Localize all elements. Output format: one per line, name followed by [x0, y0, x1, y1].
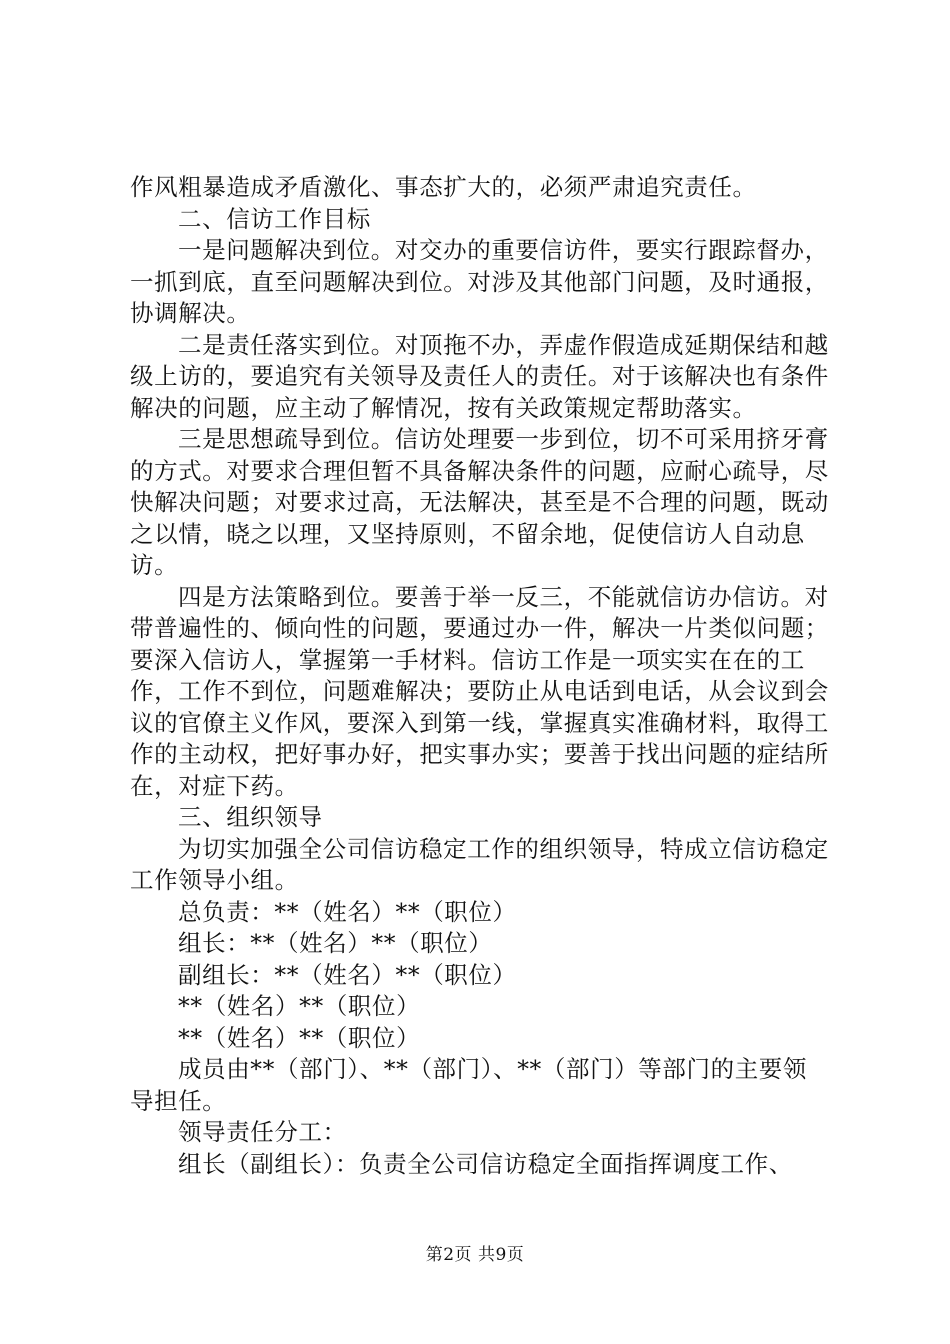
- paragraph: **（姓名）**（职位）: [178, 992, 421, 1020]
- paragraph: 成员由**（部门）、**（部门）、**（部门）等部门的主要领导担任。: [130, 1055, 807, 1115]
- paragraph: **（姓名）**（职位）: [178, 1023, 421, 1052]
- paragraph: 组长：**（姓名）**（职位）: [178, 929, 493, 957]
- section-heading: 三、组织领导: [178, 803, 323, 831]
- paragraph: 副组长：**（姓名）**（职位）: [178, 960, 517, 989]
- page-footer: [0, 1244, 950, 1266]
- document-body: [130, 172, 830, 1180]
- paragraph: 为切实加强全公司信访稳定工作的组织领导，特成立信访稳定工作领导小组。: [130, 834, 829, 894]
- paragraph: 三是思想疏导到位。信访处理要一步到位，切不可采用挤牙膏的方式。对要求合理但暂不具备解决条件的问题，应耐心疏导，尽快解决问题；对要求过高，无法解决，甚至是不合理的问题，既动之以情，晓之以理，又坚持原则，不留余地，促使信访人自动息访。: [130, 425, 829, 579]
- paragraph: 二是责任落实到位。对顶拖不办，弄虚作假造成延期保结和越级上访的，要追究有关领导及责任人的责任。对于该解决也有条件解决的问题，应主动了解情况，按有关政策规定帮助落实。: [130, 330, 829, 422]
- section-heading: 二、信访工作目标: [178, 204, 371, 233]
- paragraph: 组长（副组长）：负责全公司信访稳定全面指挥调度工作、: [178, 1149, 793, 1178]
- paragraph: 总负责：**（姓名）**（职位）: [178, 897, 517, 926]
- paragraph: 四是方法策略到位。要善于举一反三，不能就信访办信访。对带普遍性的、倾向性的问题，要通过办一件，解决一片类似问题；要深入信访人，掌握第一手材料。信访工作是一项实实在在的工作，工作不到位，问题难解决；要防止从电话到电话，从会议到会议的官僚主义作风，要深入到第一线，掌握真实准确材料，取得工作的主动权，把好事办好，把实事办实；要善于找出问题的症结所在，对症下药。: [130, 582, 829, 800]
- paragraph: 一是问题解决到位。对交办的重要信访件，要实行跟踪督办，一抓到底，直至问题解决到位。对涉及其他部门问题，及时通报，协调解决。: [130, 236, 829, 327]
- paragraph: 领导责任分工：: [178, 1118, 347, 1146]
- page-number: 第2页 共9页: [425, 1245, 525, 1265]
- paragraph: 作风粗暴造成矛盾激化、事态扩大的，必须严肃追究责任。: [130, 173, 757, 201]
